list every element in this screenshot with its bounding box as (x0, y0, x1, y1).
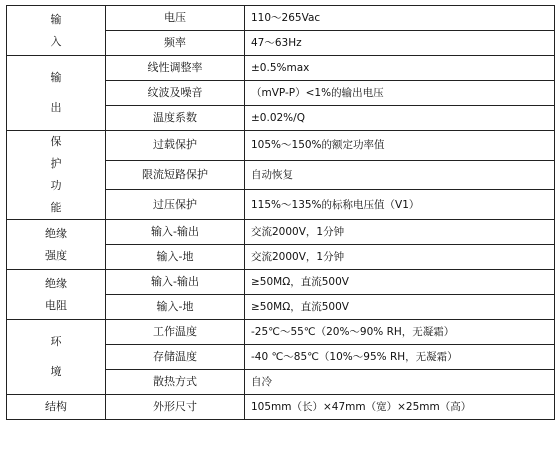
item-label: 外形尺寸 (106, 395, 245, 420)
table-row (7, 56, 555, 81)
value-cell: 自冷 (245, 370, 555, 395)
category-label: 环 (50, 335, 62, 348)
category-label: 绝缘 (45, 276, 67, 290)
category-structure: 结构 (7, 395, 106, 420)
table-row (7, 6, 555, 31)
item-label: 输入-地 (106, 245, 245, 270)
value-cell: 105%～150%的额定功率值 (245, 131, 555, 161)
item-label: 工作温度 (106, 320, 245, 345)
value-cell: ±0.02%/Q (245, 106, 555, 131)
category-label: 功 (50, 179, 62, 192)
category-label: 能 (50, 201, 62, 214)
value-cell: 115%～135%的标称电压值（V1） (245, 190, 555, 220)
category-environment (7, 320, 106, 395)
category-output (7, 56, 106, 131)
value-cell: 交流2000V，1分钟 (245, 245, 555, 270)
item-label: 过载保护 (106, 131, 245, 161)
table-row (7, 220, 555, 245)
value-cell: 110～265Vac (245, 6, 555, 31)
category-label: 输 (50, 71, 62, 84)
value-cell: 自动恢复 (245, 160, 555, 190)
table-row (7, 320, 555, 345)
item-label: 限流短路保护 (106, 160, 245, 190)
item-label: 电压 (106, 6, 245, 31)
value-cell: 105mm（长）×47mm（宽）×25mm（高） (245, 395, 555, 420)
item-label: 频率 (106, 31, 245, 56)
value-cell: 交流2000V，1分钟 (245, 220, 555, 245)
category-label: 境 (50, 365, 62, 378)
value-cell: ≥50MΩ，直流500V (245, 295, 555, 320)
category-label: 绝缘 (45, 226, 67, 240)
category-label: 电阻 (45, 298, 67, 312)
category-input (7, 6, 106, 56)
item-label: 存储温度 (106, 345, 245, 370)
value-cell: -40 ℃～85℃（10%～95% RH，无凝霜） (245, 345, 555, 370)
item-label: 温度系数 (106, 106, 245, 131)
item-label: 输入-地 (106, 295, 245, 320)
item-label: 线性调整率 (106, 56, 245, 81)
item-label: 纹波及噪音 (106, 81, 245, 106)
item-label: 输入-输出 (106, 220, 245, 245)
table-row (7, 270, 555, 295)
spec-table (6, 5, 555, 420)
category-insulation-resistance (7, 270, 106, 320)
item-label: 散热方式 (106, 370, 245, 395)
value-cell: ±0.5%max (245, 56, 555, 81)
category-label: 护 (50, 157, 62, 170)
category-label: 保 (50, 135, 62, 148)
category-label: 出 (50, 101, 62, 114)
table-row (7, 395, 555, 420)
category-label: 入 (50, 34, 62, 48)
table-row (7, 131, 555, 161)
category-insulation-strength (7, 220, 106, 270)
category-label: 输 (50, 12, 62, 26)
item-label: 输入-输出 (106, 270, 245, 295)
value-cell: 47～63Hz (245, 31, 555, 56)
value-cell: ≥50MΩ，直流500V (245, 270, 555, 295)
value-cell: （mVP-P）<1%的输出电压 (245, 81, 555, 106)
category-label: 强度 (45, 248, 67, 262)
value-cell: -25℃～55℃（20%～90% RH，无凝霜） (245, 320, 555, 345)
category-protection (7, 131, 106, 220)
item-label: 过压保护 (106, 190, 245, 220)
